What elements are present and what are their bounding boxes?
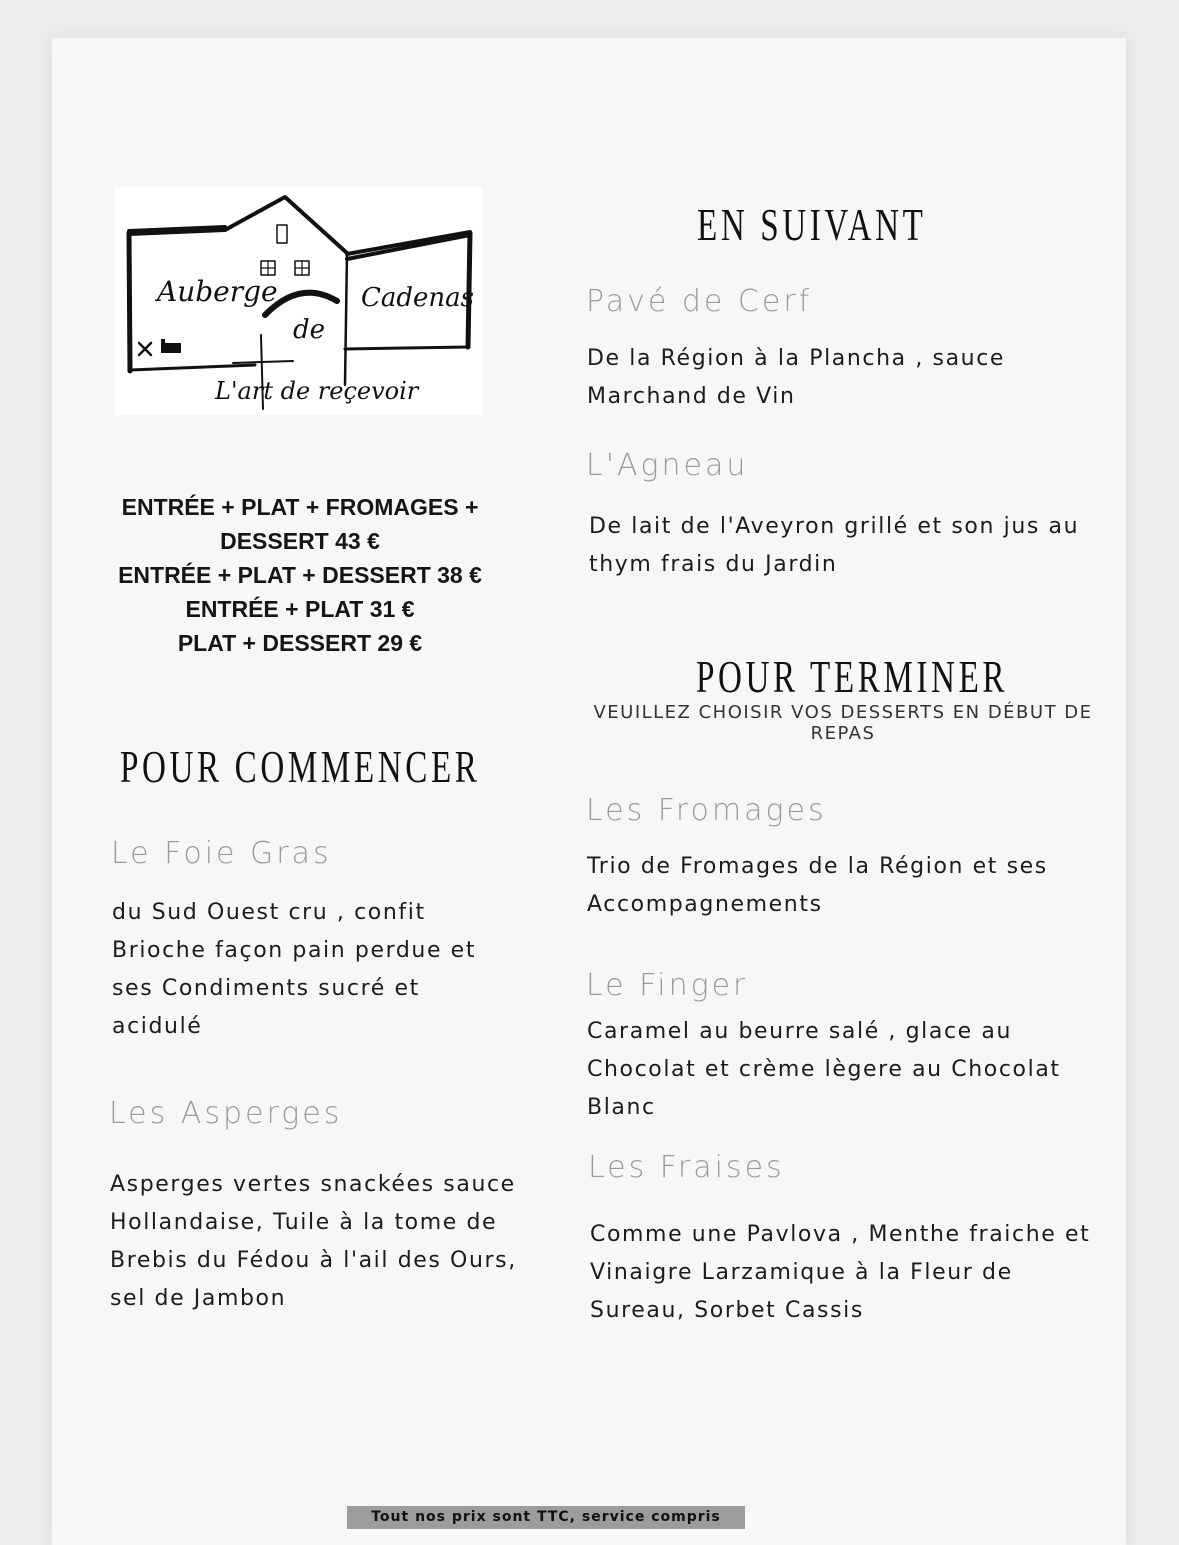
price-footer-note: Tout nos prix sont TTC, service compris: [347, 1506, 745, 1529]
section-title-terminer: POUR TERMINER: [696, 651, 1009, 702]
description-line: Brebis du Fédou à l'ail des Ours,: [110, 1248, 517, 1273]
dish-name-finger: Le Finger: [586, 968, 749, 1003]
logo-tagline: L'art de reçevoir: [215, 377, 419, 405]
section-title-commencer: POUR COMMENCER: [120, 741, 481, 792]
dish-name-agneau: L'Agneau: [586, 448, 749, 483]
dish-name-fraises: Les Fraises: [588, 1150, 785, 1185]
description-line: du Sud Ouest cru , confit: [112, 900, 426, 925]
dish-description-cerf: [587, 340, 1067, 416]
description-line: ses Condiments sucré et: [112, 976, 420, 1001]
description-line: Accompagnements: [587, 892, 823, 917]
price-line: DESSERT 43 €: [220, 528, 380, 554]
dish-name-fromages: Les Fromages: [586, 793, 827, 828]
description-line: De lait de l'Aveyron grillé et son jus au: [589, 514, 1080, 539]
logo-word-cadenas: Cadenas: [361, 283, 475, 313]
price-line: ENTRÉE + PLAT + FROMAGES +: [121, 494, 479, 520]
description-line: thym frais du Jardin: [589, 552, 838, 577]
dish-description-agneau: [589, 508, 1109, 584]
logo-word-auberge: Auberge: [157, 275, 278, 308]
section-title-suivant: EN SUIVANT: [697, 199, 927, 250]
description-line: Trio de Fromages de la Région et ses: [587, 854, 1048, 879]
dish-description-finger: [587, 1013, 1087, 1127]
dessert-order-note: VEUILLEZ CHOISIR VOS DESSERTS EN DÉBUT DE REPAS: [593, 702, 1093, 744]
price-line: ENTRÉE + PLAT + DESSERT 38 €: [118, 562, 482, 588]
description-line: acidulé: [112, 1014, 203, 1039]
price-line: PLAT + DESSERT 29 €: [177, 630, 423, 656]
description-line: Sureau, Sorbet Cassis: [590, 1298, 864, 1323]
price-line: ENTRÉE + PLAT 31 €: [185, 596, 415, 622]
dish-description-foie-gras: [112, 894, 532, 1046]
description-line: Chocolat et crème lègere au Chocolat: [587, 1057, 1061, 1082]
dish-description-fromages: [587, 848, 1087, 924]
dish-description-fraises: [590, 1216, 1120, 1330]
dish-description-asperges: [110, 1166, 550, 1318]
description-line: sel de Jambon: [110, 1286, 287, 1311]
restaurant-logo: [115, 187, 483, 415]
description-line: Hollandaise, Tuile à la tome de: [110, 1210, 498, 1235]
description-line: Asperges vertes snackées sauce: [110, 1172, 516, 1197]
description-line: Vinaigre Larzamique à la Fleur de: [590, 1260, 1013, 1285]
description-line: Brioche façon pain perdue et: [112, 938, 477, 963]
price-list: [100, 490, 500, 660]
description-line: Caramel au beurre salé , glace au: [587, 1019, 1013, 1044]
description-line: Comme une Pavlova , Menthe fraiche et: [590, 1222, 1091, 1247]
dish-name-foie-gras: Le Foie Gras: [111, 836, 332, 871]
dish-name-asperges: Les Asperges: [109, 1096, 343, 1131]
description-line: Blanc: [587, 1095, 656, 1120]
logo-word-de: de: [293, 315, 326, 345]
description-line: Marchand de Vin: [587, 384, 796, 409]
description-line: De la Région à la Plancha , sauce: [587, 346, 1006, 371]
dish-name-cerf: Pavé de Cerf: [586, 284, 813, 319]
